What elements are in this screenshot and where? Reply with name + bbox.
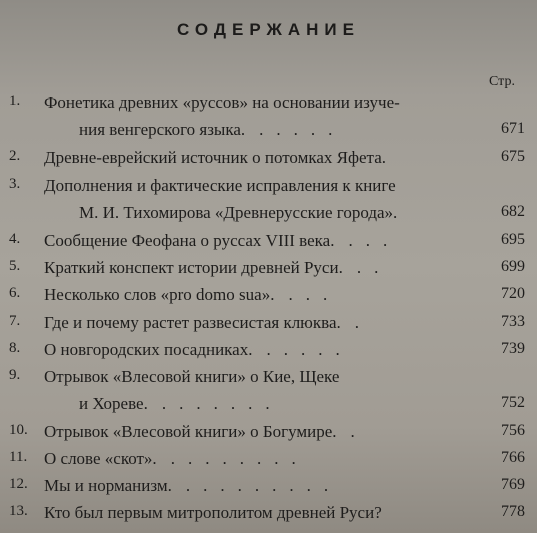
toc-entry-title — [44, 313, 372, 333]
toc-entry-number: 2. — [9, 148, 21, 164]
leader-dots: ....... — [161, 394, 283, 413]
toc-entry-title-text: Дополнения и фактические исправления к книге — [44, 176, 396, 195]
toc-entry-number: 5. — [9, 258, 21, 274]
toc-entry-page-number: 671 — [501, 120, 525, 137]
toc-entry-title-text: О новгородских посадниках. — [44, 340, 253, 359]
toc-entry-number: 12. — [9, 476, 28, 492]
toc-entry-title-text: ния венгерского языка. — [79, 120, 246, 139]
toc-entry-title — [44, 258, 391, 278]
toc-entry-line — [0, 231, 537, 253]
page-column-label: Стр. — [489, 74, 515, 89]
toc-entry-page-number: 752 — [501, 394, 525, 411]
toc-entry-title-text: и Хореве. — [79, 394, 148, 413]
toc-entry-page-number: 778 — [501, 503, 525, 520]
toc-entry-title-text: Отрывок «Влесовой книги» о Богумире. — [44, 422, 337, 441]
toc-entry-page-number: 739 — [501, 340, 525, 357]
toc-entry-line — [0, 203, 537, 225]
leader-dots: ..... — [259, 120, 346, 139]
toc-entry-title-text: Кто был первым митрополитом древней Руси? — [44, 503, 382, 522]
toc-entry-title — [44, 449, 309, 469]
toc-entry-title-text: О слове «скот». — [44, 449, 157, 468]
toc-entry-number: 1. — [9, 93, 21, 109]
toc-entry-page-number: 720 — [501, 285, 525, 302]
toc-entry-line — [0, 258, 537, 280]
toc-entry-title — [44, 176, 396, 196]
leader-dots: . — [350, 422, 368, 441]
toc-entry-line — [0, 93, 537, 115]
toc-entry-line — [0, 394, 537, 416]
toc-entry-line — [0, 120, 537, 142]
toc-entry-title — [79, 120, 345, 140]
toc-entry-line — [0, 340, 537, 362]
toc-entry-number: 3. — [9, 176, 21, 192]
toc-entry-title-text: М. И. Тихомирова «Древнерусские города». — [79, 203, 398, 222]
leader-dots: ..... — [266, 340, 353, 359]
toc-entry-line — [0, 148, 537, 170]
toc-entry-page-number: 756 — [501, 422, 525, 439]
toc-entry-title — [44, 422, 368, 442]
toc-entry-title — [79, 394, 283, 414]
toc-entry-title — [44, 340, 353, 360]
toc-entry-title-text: Фонетика древних «руссов» на основании изуче- — [44, 93, 400, 112]
toc-entry-page-number: 769 — [501, 476, 525, 493]
toc-entry-line — [0, 449, 537, 471]
leader-dots: ......... — [185, 476, 342, 495]
leader-dots: . — [354, 313, 372, 332]
leader-dots: .. — [356, 258, 392, 277]
toc-entry-number: 10. — [9, 422, 28, 438]
toc-entry-title-text: Краткий конспект истории древней Руси. — [44, 258, 343, 277]
leader-dots: ........ — [170, 449, 309, 468]
toc-entry-line — [0, 422, 537, 444]
toc-entry-page-number: 695 — [501, 231, 525, 248]
toc-entry-line — [0, 285, 537, 307]
toc-entry-title-text: Мы и норманизм. — [44, 476, 172, 495]
toc-entry-number: 9. — [9, 367, 21, 383]
toc-entry-number: 6. — [9, 285, 21, 301]
toc-entry-line — [0, 313, 537, 335]
toc-entry-title — [44, 231, 400, 251]
toc-entry-title — [44, 93, 400, 113]
toc-entry-page-number: 675 — [501, 148, 525, 165]
toc-entry-page-number: 699 — [501, 258, 525, 275]
toc-entry-line — [0, 503, 537, 525]
toc-entry-line — [0, 476, 537, 498]
toc-entry-number: 13. — [9, 503, 28, 519]
toc-entry-number: 4. — [9, 231, 21, 247]
toc-entry-title — [79, 203, 397, 223]
toc-entry-title-text: Древне-еврейский источник о потомках Яфета. — [44, 148, 386, 167]
leader-dots: ... — [348, 231, 401, 250]
toc-entry-line — [0, 176, 537, 198]
toc-entry-title — [44, 367, 339, 387]
toc-entry-number: 11. — [9, 449, 28, 465]
page-title: СОДЕРЖАНИЕ — [177, 20, 360, 39]
toc-entry-line — [0, 367, 537, 389]
toc-entry-title-text: Где и почему растет развесистая клюква. — [44, 313, 341, 332]
toc-entry-title-text: Несколько слов «pro domo sua». — [44, 285, 275, 304]
toc-entry-page-number: 766 — [501, 449, 525, 466]
toc-entry-title — [44, 285, 340, 305]
toc-entry-title — [44, 476, 341, 496]
toc-entry-title — [44, 148, 386, 168]
toc-entry-number: 8. — [9, 340, 21, 356]
toc-entry-title-text: Отрывок «Влесовой книги» о Кие, Щеке — [44, 367, 340, 386]
toc-entry-title — [44, 503, 382, 523]
toc-entry-page-number: 733 — [501, 313, 525, 330]
leader-dots: ... — [288, 285, 341, 304]
toc-entry-number: 7. — [9, 313, 21, 329]
toc-entry-page-number: 682 — [501, 203, 525, 220]
toc-entry-title-text: Сообщение Феофана о руссах VIII века. — [44, 231, 335, 250]
